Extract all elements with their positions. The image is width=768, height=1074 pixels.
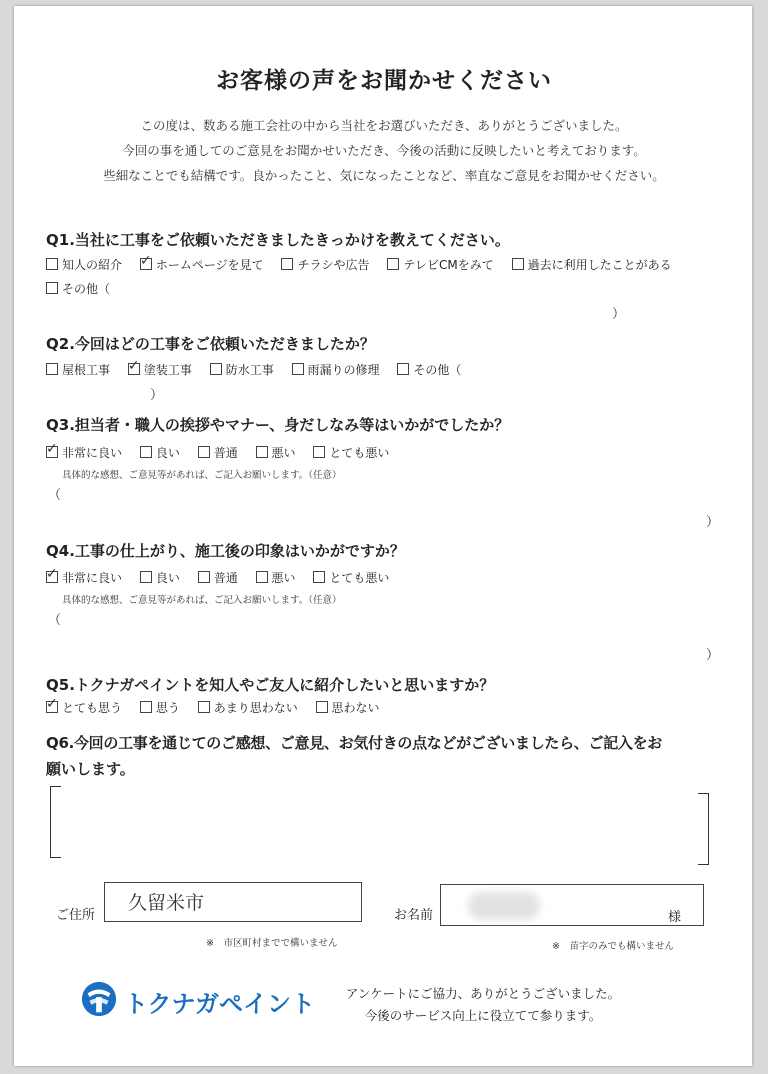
checkbox-checked[interactable]	[46, 701, 58, 713]
checkbox[interactable]	[292, 363, 304, 375]
checkbox[interactable]	[313, 571, 325, 583]
q3-option-very-good[interactable]: ✓非常に良い	[46, 444, 122, 461]
q3-option-good[interactable]: 良い	[140, 444, 180, 461]
q5-option-yes[interactable]: 思う	[140, 699, 180, 716]
address-note: ※ 市区町村までで構いません	[206, 938, 338, 949]
checkbox[interactable]	[256, 446, 268, 458]
name-redaction	[468, 892, 540, 920]
intro-line-3: 些細なことでも結構です。良かったこと、気になったことなど、率直なご意見をお聞かせください。	[103, 168, 665, 183]
q1-option-homepage[interactable]: ✓ ホームページを見て	[140, 256, 264, 273]
checkbox-checked[interactable]	[46, 446, 58, 458]
q4-option-good[interactable]: 良い	[140, 569, 180, 586]
company-logo-icon	[80, 980, 118, 1018]
checkbox[interactable]	[140, 571, 152, 583]
footer-line-2: 今後のサービス向上に役立てて参ります。	[364, 1008, 602, 1023]
intro-line-2: 今回の事を通してのご意見をお聞かせいただき、今後の活動に反映したいと考えております。	[122, 143, 646, 158]
checkbox[interactable]	[46, 282, 58, 294]
checkbox[interactable]	[46, 258, 58, 270]
q2-question: Q2.今回はどの工事をご依頼いただきましたか？	[46, 335, 375, 353]
q1-option-other[interactable]: その他（	[46, 280, 110, 297]
checkbox[interactable]	[198, 571, 210, 583]
company-logo-text: トクナガペイント	[124, 990, 316, 1018]
q2-options	[46, 361, 475, 378]
q4-note: 具体的な感想、ご意見等があれば、ご記入お願いします。（任意）	[62, 595, 342, 606]
intro-line-1: この度は、数ある施工会社の中から当社をお選びいただき、ありがとうございました。	[140, 118, 628, 133]
q5-option-no[interactable]: 思わない	[316, 699, 380, 716]
q5-question: Q5.トクナガペイントを知人やご友人に紹介したいと思いますか？	[46, 676, 495, 694]
checkbox[interactable]	[198, 701, 210, 713]
q1-option-referral[interactable]: 知人の紹介	[46, 256, 122, 273]
q4-question: Q4.工事の仕上がり、施工後の印象はいかがですか？	[46, 542, 405, 560]
q4-option-normal[interactable]: 普通	[198, 569, 238, 586]
checkbox[interactable]	[46, 363, 58, 375]
q3-question: Q3.担当者・職人の挨拶やマナー、身だしなみ等はいかがでしたか？	[46, 416, 510, 434]
q5-option-strongly[interactable]: ✓とても思う	[46, 699, 122, 716]
footer-line-1: アンケートにご協力、ありがとうございました。	[345, 986, 621, 1001]
name-label: お名前	[394, 908, 434, 923]
checkbox[interactable]	[210, 363, 222, 375]
q4-option-very-bad[interactable]: とても悪い	[313, 569, 389, 586]
checkbox[interactable]	[397, 363, 409, 375]
q1-close-paren: ）	[612, 307, 626, 322]
q2-option-roof[interactable]: 屋根工事	[46, 361, 110, 378]
checkbox[interactable]	[281, 258, 293, 270]
address-label: ご住所	[56, 908, 96, 923]
q3-close-paren: ）	[706, 515, 720, 530]
name-suffix: 様	[668, 910, 682, 925]
checkbox[interactable]	[256, 571, 268, 583]
q4-open-paren: （	[48, 613, 62, 628]
checkbox[interactable]	[198, 446, 210, 458]
checkbox-checked[interactable]	[140, 258, 152, 270]
q6-bracket-left	[50, 786, 61, 858]
q3-options	[46, 444, 403, 461]
q2-option-other[interactable]: その他（	[397, 361, 461, 378]
q5-option-not-much[interactable]: あまり思わない	[198, 699, 298, 716]
q3-option-bad[interactable]: 悪い	[256, 444, 296, 461]
q2-close-paren: ）	[150, 388, 164, 403]
checkbox[interactable]	[316, 701, 328, 713]
q4-close-paren: ）	[706, 648, 720, 663]
checkbox[interactable]	[140, 446, 152, 458]
checkbox-checked[interactable]	[46, 571, 58, 583]
q5-options	[46, 699, 394, 716]
checkbox[interactable]	[140, 701, 152, 713]
q3-option-very-bad[interactable]: とても悪い	[313, 444, 389, 461]
q6-bracket-right	[698, 793, 709, 865]
page-title: お客様の声をお聞かせください	[216, 68, 552, 94]
q1-question: Q1.当社に工事をご依頼いただきましたきっかけを教えてください。	[46, 231, 510, 249]
q4-options	[46, 569, 403, 586]
checkbox[interactable]	[387, 258, 399, 270]
address-value: 久留米市	[128, 892, 205, 914]
q1-option-tvcm[interactable]: テレビCMをみて	[387, 256, 494, 273]
q2-option-waterproof[interactable]: 防水工事	[210, 361, 274, 378]
q3-open-paren: （	[48, 488, 62, 503]
q6-question-line-1: Q6.今回の工事を通じてのご感想、ご意見、お気付きの点などがございましたら、ご記入をお	[46, 734, 662, 752]
checkbox[interactable]	[313, 446, 325, 458]
q1-option-flyer[interactable]: チラシや広告	[281, 256, 369, 273]
q4-option-very-good[interactable]: ✓非常に良い	[46, 569, 122, 586]
q2-option-leak-repair[interactable]: 雨漏りの修理	[292, 361, 380, 378]
q6-question-line-2: 願いします。	[46, 760, 135, 778]
name-note: ※ 苗字のみでも構いません	[552, 941, 674, 952]
q2-option-painting[interactable]: ✓ 塗装工事	[128, 361, 192, 378]
q3-option-normal[interactable]: 普通	[198, 444, 238, 461]
q6-comment-area[interactable]	[62, 790, 696, 858]
checkbox[interactable]	[512, 258, 524, 270]
q1-option-past-use[interactable]: 過去に利用したことがある	[512, 256, 672, 273]
q1-options	[46, 256, 686, 273]
q3-note: 具体的な感想、ご意見等があれば、ご記入お願いします。（任意）	[62, 470, 342, 481]
checkbox-checked[interactable]	[128, 363, 140, 375]
q4-option-bad[interactable]: 悪い	[256, 569, 296, 586]
